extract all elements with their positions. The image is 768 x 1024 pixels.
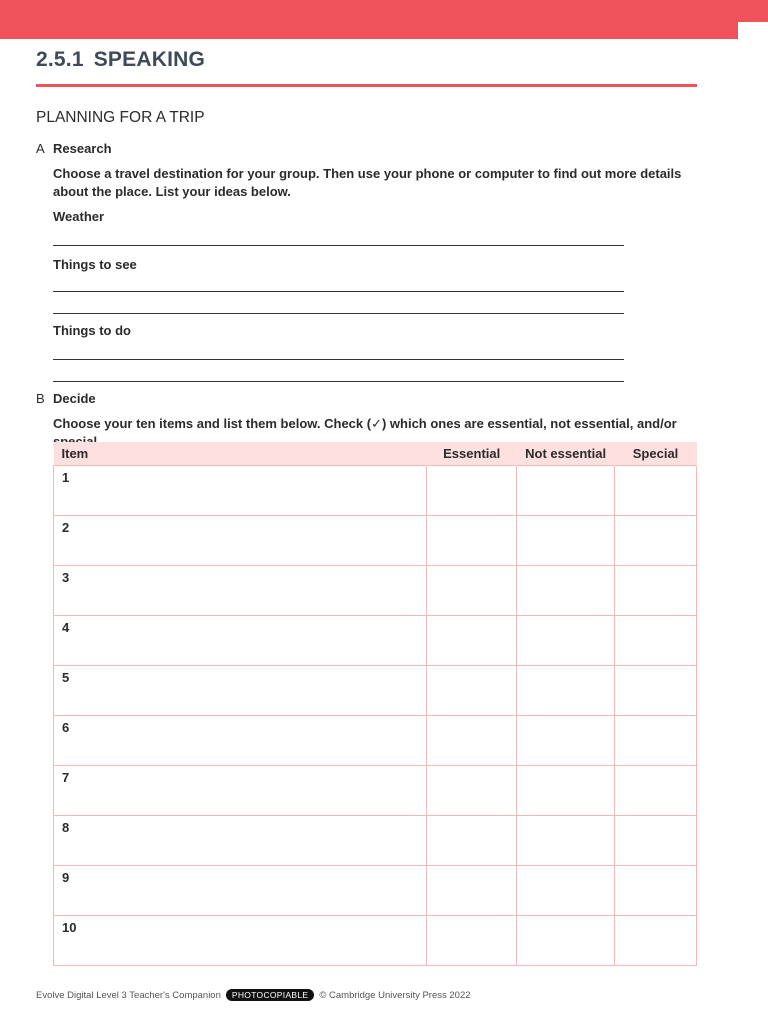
column-header-essential: Essential [427,442,517,466]
banner-notch [738,22,768,39]
special-check-cell[interactable] [615,466,697,516]
photocopiable-badge: PHOTOCOPIABLE [226,989,315,1001]
table-row [54,566,697,616]
table-row [54,516,697,566]
things-to-do-label: Things to do [53,323,131,338]
not-essential-check-cell[interactable] [517,466,615,516]
things-to-see-answer-line-1[interactable] [53,291,624,292]
footer-book-title: Evolve Digital Level 3 Teacher's Companion [36,989,221,1001]
item-cell[interactable]: 3 [54,566,427,616]
item-cell[interactable]: 8 [54,816,427,866]
not-essential-check-cell[interactable] [517,566,615,616]
part-a-title: Research [53,141,112,156]
essential-check-cell[interactable] [427,566,517,616]
item-cell[interactable]: 10 [54,916,427,966]
items-table [53,442,697,966]
item-cell[interactable]: 9 [54,866,427,916]
things-to-do-answer-line-2[interactable] [53,381,624,382]
things-to-see-label: Things to see [53,257,137,272]
table-row [54,666,697,716]
item-cell[interactable]: 4 [54,616,427,666]
things-to-do-answer-line-1[interactable] [53,359,624,360]
weather-answer-line[interactable] [53,245,624,246]
item-cell[interactable]: 7 [54,766,427,816]
table-row [54,716,697,766]
essential-check-cell[interactable] [427,766,517,816]
essential-check-cell[interactable] [427,916,517,966]
item-cell[interactable]: 2 [54,516,427,566]
column-header-not-essential: Not essential [517,442,615,466]
essential-check-cell[interactable] [427,516,517,566]
part-b-letter: B [36,391,45,406]
special-check-cell[interactable] [615,866,697,916]
essential-check-cell[interactable] [427,466,517,516]
special-check-cell[interactable] [615,916,697,966]
title-rule [36,84,697,87]
part-a-instruction: Choose a travel destination for your group. Then use your phone or computer to find out more details about the place. List your ideas below. [53,166,682,199]
essential-check-cell[interactable] [427,666,517,716]
things-to-see-answer-line-2[interactable] [53,313,624,314]
top-banner [0,0,768,39]
essential-check-cell[interactable] [427,816,517,866]
item-cell[interactable]: 5 [54,666,427,716]
page-subtitle: PLANNING FOR A TRIP [36,109,205,126]
item-cell[interactable]: 6 [54,716,427,766]
column-header-item: Item [54,442,427,466]
part-b-title: Decide [53,391,96,406]
table-row [54,866,697,916]
table-row [54,766,697,816]
column-header-special: Special [615,442,697,466]
part-a-letter: A [36,141,45,156]
not-essential-check-cell[interactable] [517,666,615,716]
page-footer [36,989,471,1001]
not-essential-check-cell[interactable] [517,816,615,866]
special-check-cell[interactable] [615,566,697,616]
table-row [54,466,697,516]
table-header-row [54,442,697,466]
special-check-cell[interactable] [615,716,697,766]
section-title [36,48,205,72]
special-check-cell[interactable] [615,816,697,866]
not-essential-check-cell[interactable] [517,866,615,916]
not-essential-check-cell[interactable] [517,616,615,666]
essential-check-cell[interactable] [427,616,517,666]
special-check-cell[interactable] [615,666,697,716]
essential-check-cell[interactable] [427,866,517,916]
item-cell[interactable]: 1 [54,466,427,516]
section-name: SPEAKING [93,48,206,71]
weather-label: Weather [53,209,105,224]
not-essential-check-cell[interactable] [517,766,615,816]
part-b-instruction: Choose your ten items and list them below. Check (✓) which ones are essential, not essential, and/or [53,416,677,431]
special-check-cell[interactable] [615,516,697,566]
special-check-cell[interactable] [615,616,697,666]
not-essential-check-cell[interactable] [517,716,615,766]
section-number: 2.5.1 [36,48,84,71]
not-essential-check-cell[interactable] [517,916,615,966]
table-row [54,916,697,966]
special-check-cell[interactable] [615,766,697,816]
not-essential-check-cell[interactable] [517,516,615,566]
footer-copyright: © Cambridge University Press 2022 [319,989,471,1001]
essential-check-cell[interactable] [427,716,517,766]
table-row [54,816,697,866]
table-row [54,616,697,666]
